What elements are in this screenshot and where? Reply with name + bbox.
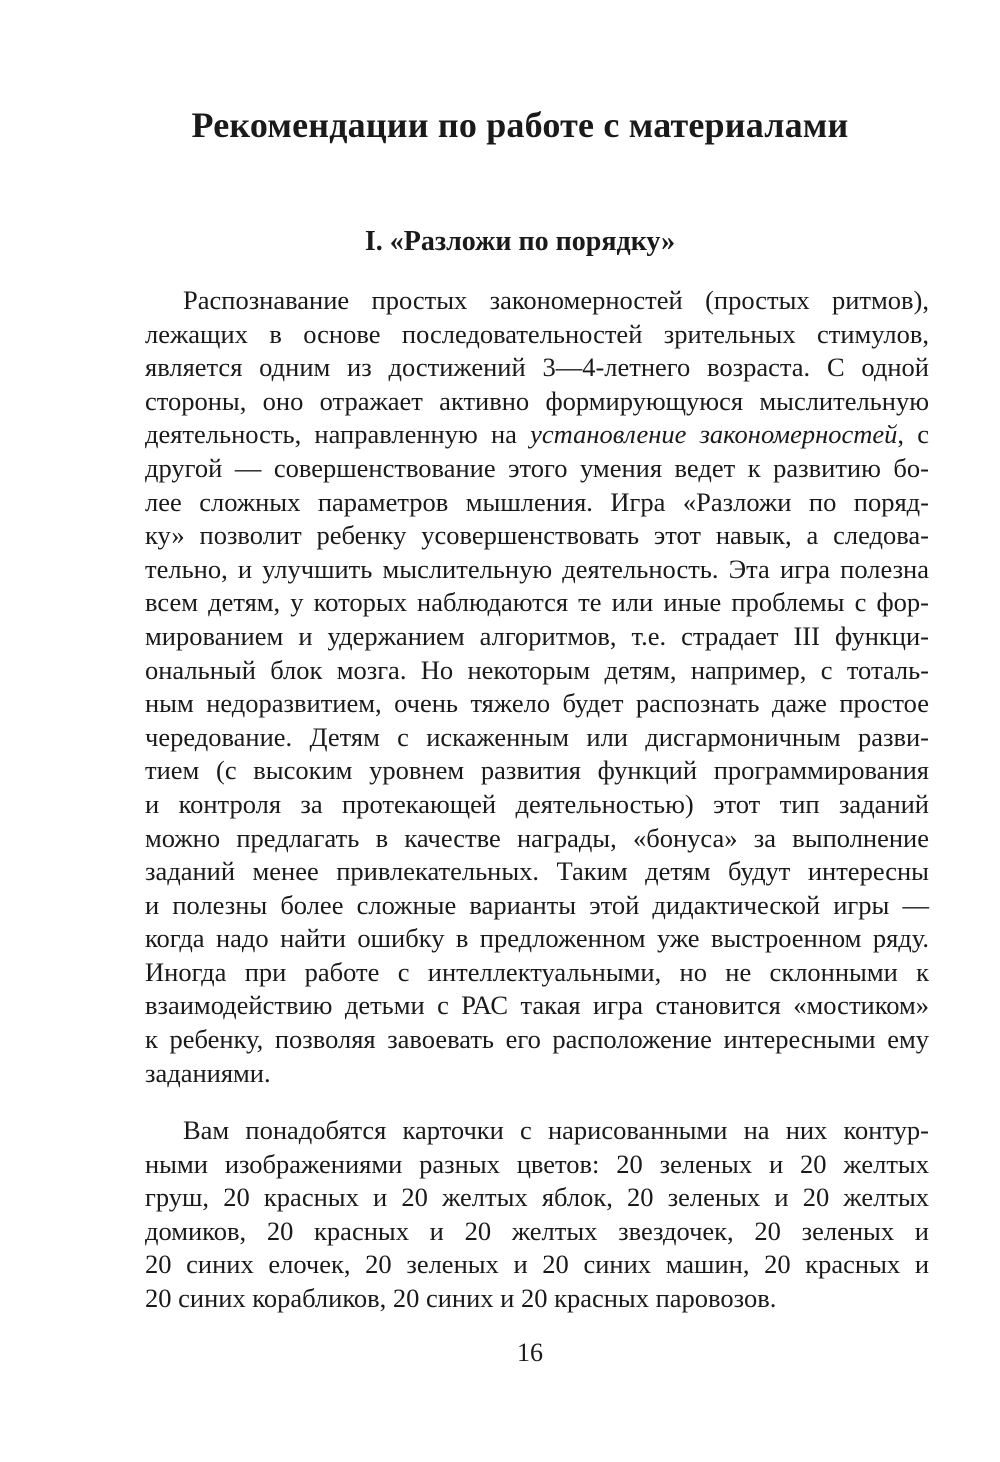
text-line: тием (с высоким уровнем развития функций программирования <box>145 755 929 786</box>
text-line: лежащих в основе последовательностей зрительных стимулов, <box>145 318 929 349</box>
text-line: домиков, 20 красных и 20 желтых звездочек, 20 зеленых и <box>145 1215 929 1246</box>
text-line: всем детям, у которых наблюдаются те или иные проблемы с фор- <box>145 587 929 618</box>
text-line: чередование. Детям с искаженным или дисгармоничным разви- <box>145 721 929 752</box>
text-line: заданиями. <box>145 1057 271 1088</box>
text-line: мированием и удержанием алгоритмов, т.е. страдает III функци- <box>145 620 929 651</box>
text-line: Распознавание простых закономерностей (простых ритмов), <box>183 285 929 315</box>
section-heading: I. «Разложи по порядку» <box>364 226 676 257</box>
text-line: ным недоразвитием, очень тяжело будет распознать даже простое <box>145 688 929 719</box>
paragraph-intro <box>107 284 929 1090</box>
text-line: и полезны более сложные варианты этой дидактической игры — <box>145 889 929 920</box>
text-line: и контроля за протекающей деятельностью) этот тип заданий <box>145 788 929 819</box>
text-line: ку» позволит ребенку усовершенствовать этот навык, а следова- <box>145 520 929 551</box>
text-line: ональный блок мозга. Но некоторым детям, например, с тоталь- <box>145 654 929 685</box>
page-number: 16 <box>517 1338 543 1367</box>
text-line: является одним из достижений 3—4-летнего возраста. С одной <box>145 352 929 383</box>
text-segment: , с <box>897 419 929 450</box>
text-line: заданий менее привлекательных. Таким детям будут интересны <box>145 856 929 887</box>
text-line: стороны, оно отражает активно формирующуюся мыслительную <box>145 385 929 416</box>
text-line: когда надо найти ошибку в предложенном уже выстроенном ряду. <box>145 923 929 954</box>
text-line: к ребенку, позволяя завоевать его расположение интересными ему <box>145 1024 929 1055</box>
emphasis-text: установление закономерностей <box>530 419 898 450</box>
text-line: тельно, и улучшить мыслительную деятельность. Эта игра полезна <box>145 553 929 584</box>
text-line: взаимодействию детьми с РАС такая игра становится «мостиком» <box>145 990 929 1021</box>
paragraph-materials <box>107 1114 929 1316</box>
page-title: Рекомендации по работе с материалами <box>191 105 849 145</box>
text-line: ными изображениями разных цветов: 20 зеленых и 20 желтых <box>145 1148 929 1179</box>
text-line <box>107 418 929 452</box>
text-line: 20 синих елочек, 20 зеленых и 20 синих машин, 20 красных и <box>145 1249 929 1280</box>
text-line: лее сложных параметров мышления. Игра «Разложи по поряд- <box>145 486 929 517</box>
text-segment: деятельность, направленную на <box>145 419 531 450</box>
text-line: другой — совершенствование этого умения ведет к развитию бо- <box>145 452 929 483</box>
text-line: можно предлагать в качестве награды, «бонуса» за выполнение <box>145 822 929 853</box>
text-line: Иногда при работе с интеллектуальными, но не склонными к <box>145 956 929 987</box>
text-line: 20 синих корабликов, 20 синих и 20 красных паровозов. <box>145 1282 777 1313</box>
text-line: груш, 20 красных и 20 желтых яблок, 20 зеленых и 20 желтых <box>145 1182 929 1213</box>
text-line: Вам понадобятся карточки с нарисованными на них контур- <box>183 1115 929 1145</box>
